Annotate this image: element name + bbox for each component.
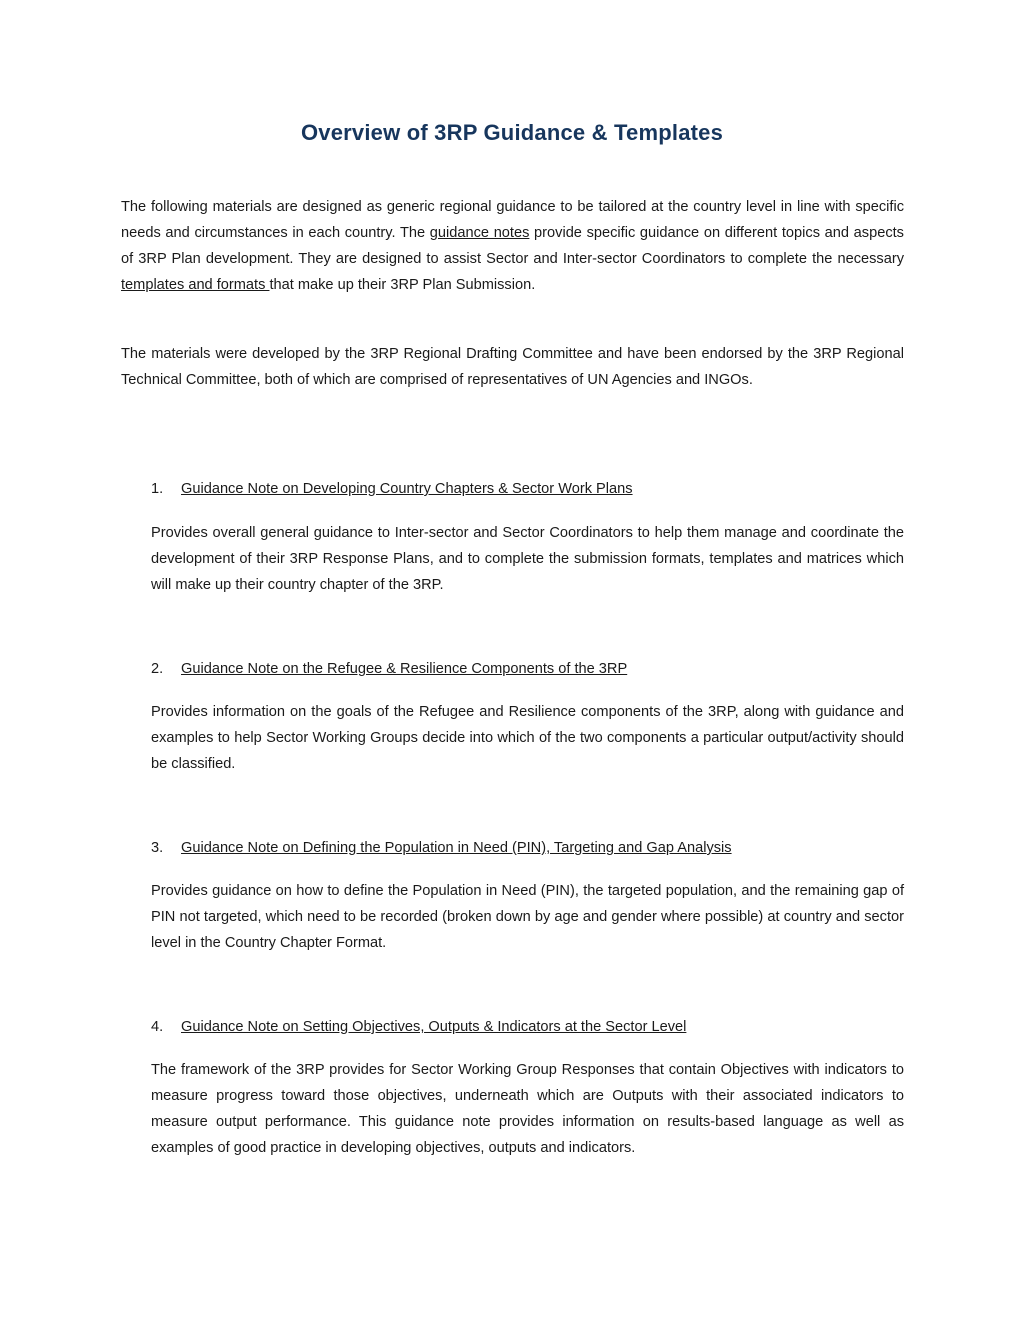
templates-and-formats-link[interactable]: templates and formats [121,277,270,293]
list-item-description: The framework of the 3RP provides for Sector Working Group Responses that contain Objectives with indicators to measure progress toward those objectives, underneath which are Outputs with their associated indicators to measure output performance. This guidance note provides information on results-based language as well as examples of good practice in developing objectives, outputs and indicators. [151,1062,904,1156]
list-item-number: 2. [151,661,164,677]
list-item-description: Provides guidance on how to define the Population in Need (PIN), the targeted population, and the remaining gap of PIN not targeted, which need to be recorded (broken down by age and gender where possible) at country and sector level in the Country Chapter Format. [151,883,904,951]
list-item-description: Provides information on the goals of the Refugee and Resilience components of the 3RP, along with guidance and examples to help Sector Working Groups decide into which of the two components a particular output/activity should be classified. [151,704,904,772]
list-item-description: Provides overall general guidance to Inter-sector and Sector Coordinators to help them manage and coordinate the development of their 3RP Response Plans, and to complete the submission formats, templates and matrices which will make up their country chapter of the 3RP. [151,525,904,593]
guidance-note-link[interactable]: Guidance Note on Developing Country Chapters & Sector Work Plans [181,481,633,497]
intro-text: The following materials are designed as generic regional guidance to be tailored at the country level in line with specific needs and circumstances in each country. The [121,199,904,241]
intro-text: provide specific guidance on different topics and aspects of 3RP Plan development. They are designed to assist Sector and Inter-sector Coordinators to complete the necessary [121,225,904,267]
list-item-number: 4. [151,1019,164,1035]
intro-text: that make up their 3RP Plan Submission. [269,277,536,293]
list-item-heading [151,838,911,858]
list-item-heading [151,1017,911,1037]
list-item-heading [151,479,911,499]
intro-paragraph-2: The materials were developed by the 3RP Regional Drafting Committee and have been endorsed by the 3RP Regional Technical Committee, both of which are comprised of representatives of UN Agencies and INGOs. [121,346,904,388]
guidance-note-link[interactable]: Guidance Note on the Refugee & Resilience Components of the 3RP [181,661,628,677]
intro-paragraph-1 [121,194,904,298]
guidance-note-link[interactable]: Guidance Note on Defining the Population in Need (PIN), Targeting and Gap Analysis [181,840,732,856]
guidance-notes-link[interactable]: guidance notes [429,225,530,241]
list-item-number: 1. [151,481,164,497]
list-item-number: 3. [151,840,164,856]
list-item-heading [151,659,911,679]
guidance-note-link[interactable]: Guidance Note on Setting Objectives, Outputs & Indicators at the Sector Level [181,1019,687,1035]
page-title: Overview of 3RP Guidance & Templates [300,120,724,145]
